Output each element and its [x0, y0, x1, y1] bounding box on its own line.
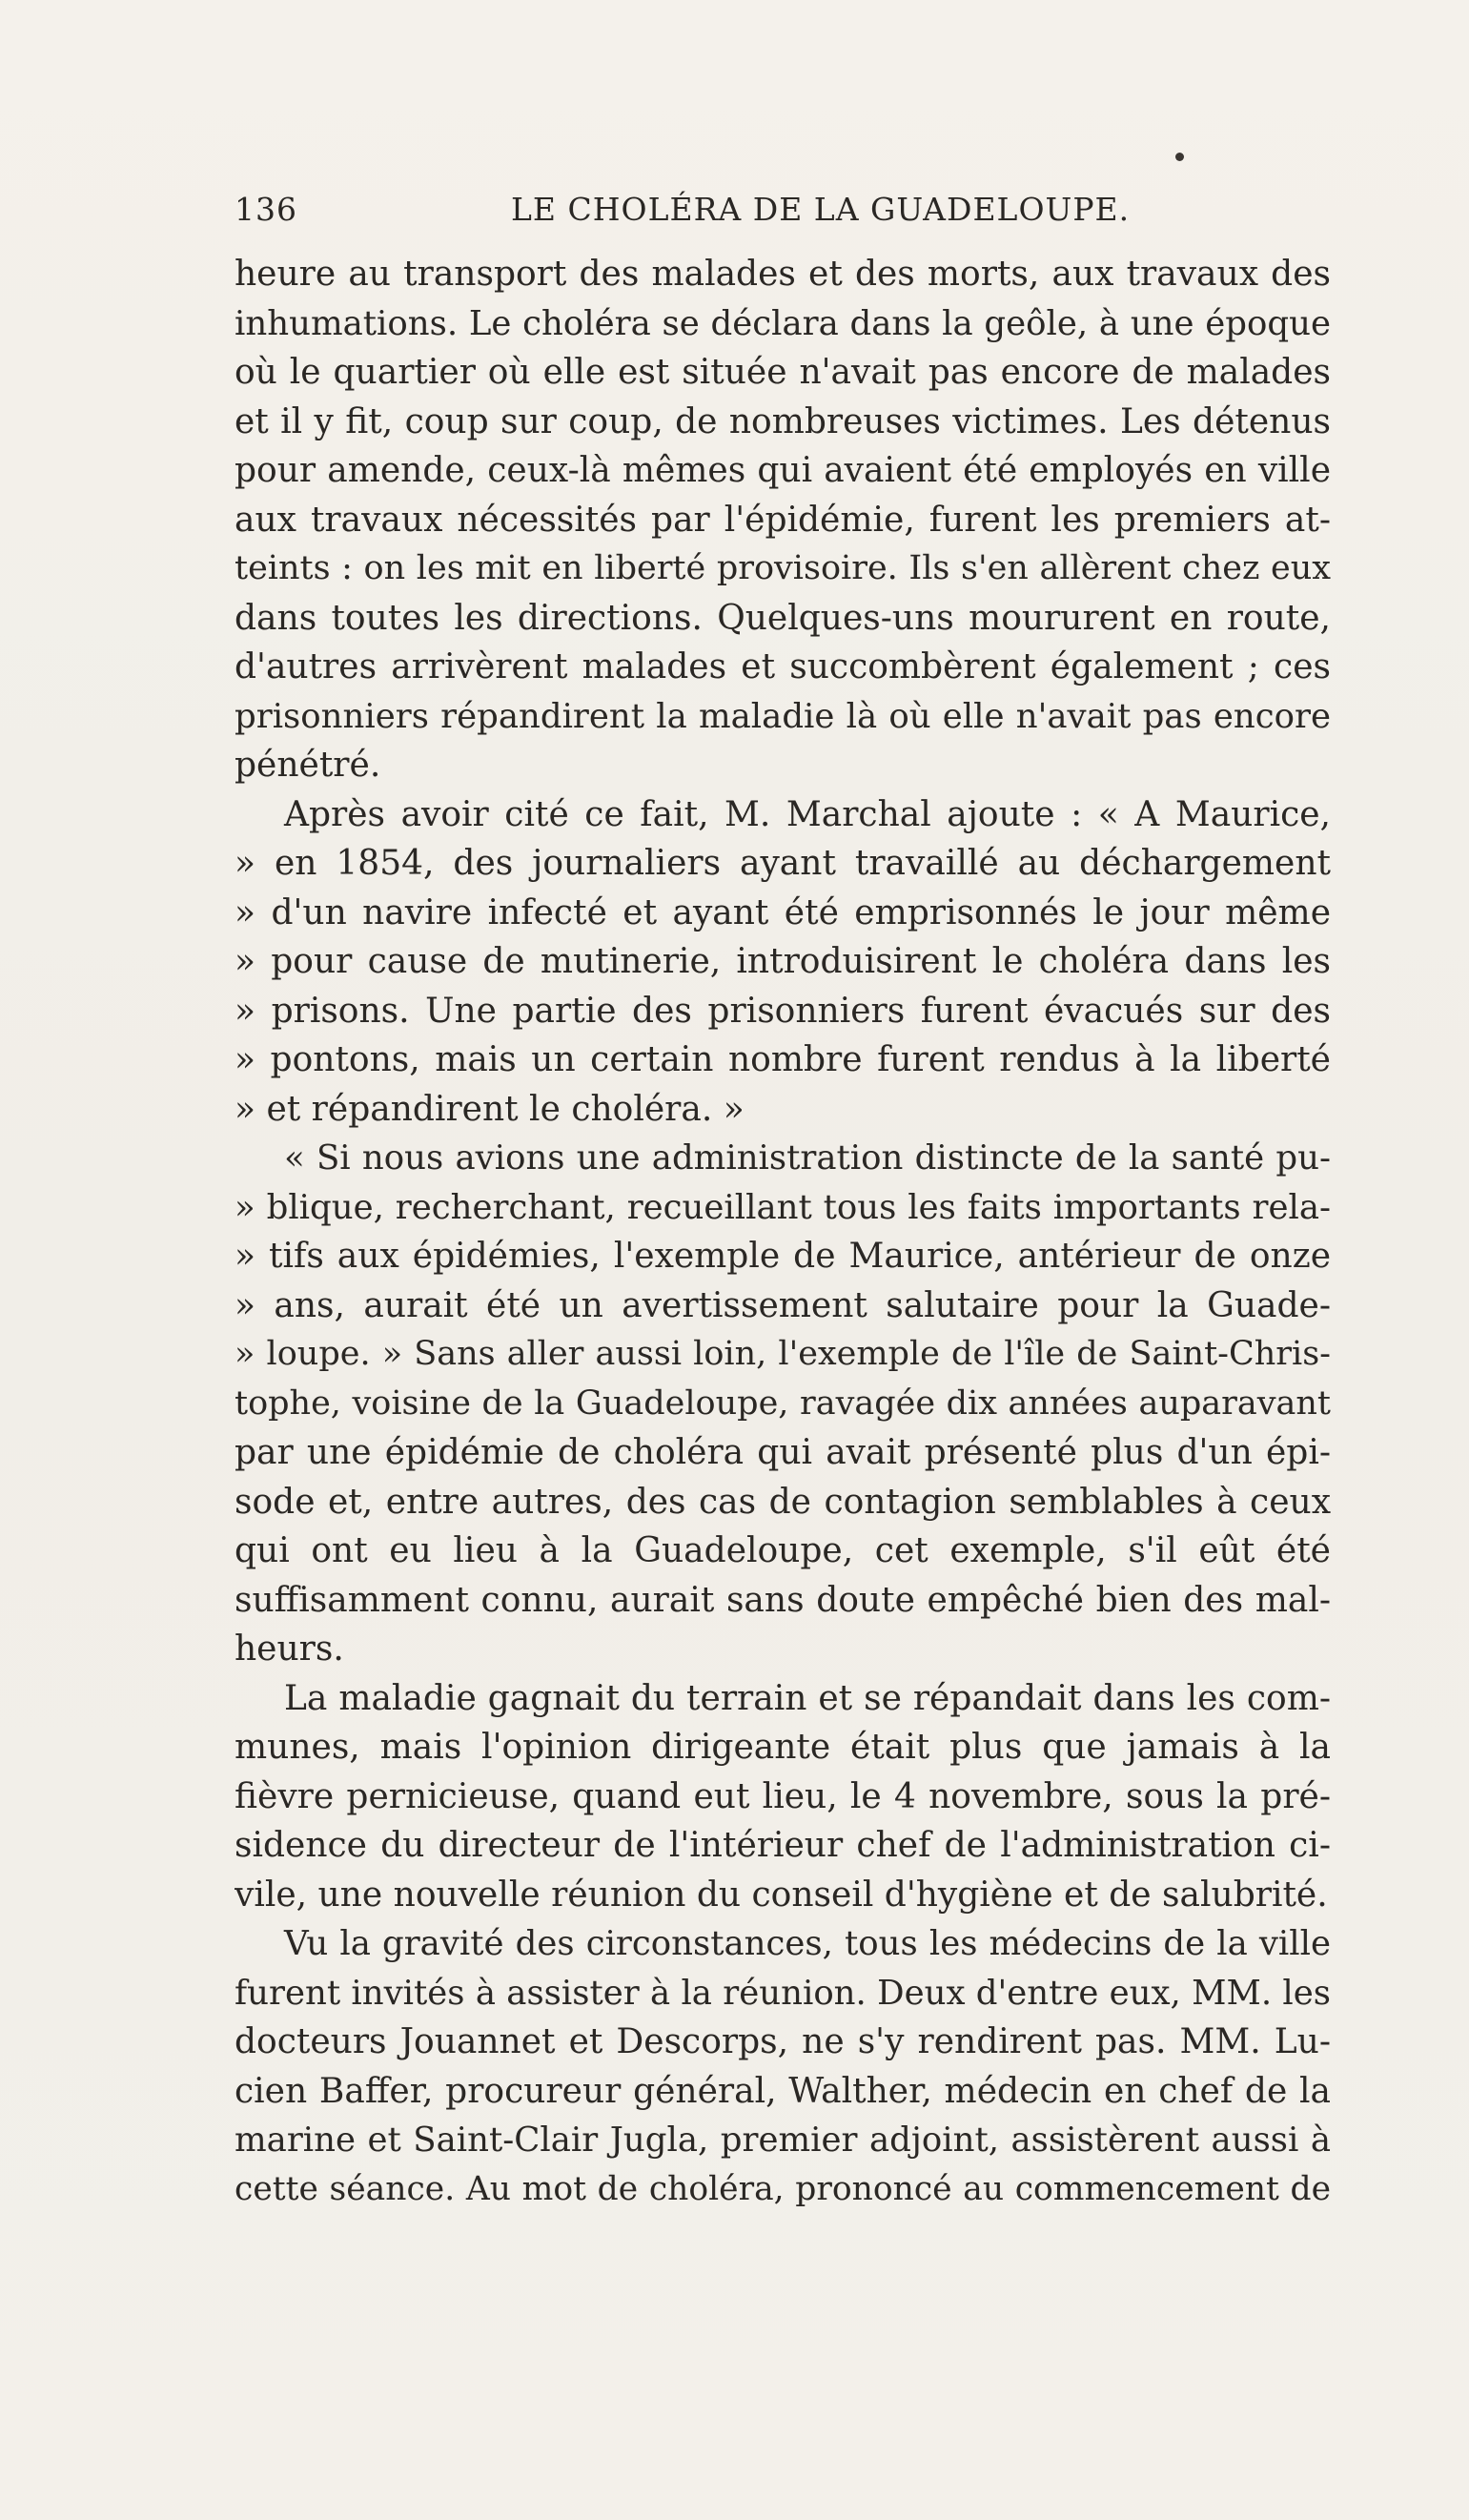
- text-line: cette séance. Au mot de choléra, prononcé au commencement de: [235, 2169, 1331, 2208]
- text-line: par une épidémie de choléra qui avait présenté plus d'un épi-: [235, 1433, 1331, 1472]
- text-line: qui ont eu lieu à la Guadeloupe, cet exemple, s'il eût été: [235, 1531, 1331, 1570]
- page-number: 136: [235, 191, 297, 228]
- text-line: » prisons. Une partie des prisonniers furent évacués sur des: [235, 991, 1331, 1031]
- text-line: » en 1854, des journaliers ayant travaillé au déchargement: [235, 844, 1331, 883]
- ink-fleck: [1175, 153, 1184, 161]
- text-line: » pontons, mais un certain nombre furent rendus à la liberté: [235, 1040, 1331, 1079]
- text-line: sode et, entre autres, des cas de contagion semblables à ceux: [235, 1482, 1331, 1522]
- text-line: cien Baffer, procureur général, Walther, médecin en chef de la: [235, 2071, 1331, 2111]
- text-line: » d'un navire infecté et ayant été emprisonnés le jour même: [235, 892, 1331, 932]
- text-line: heure au transport des malades et des morts, aux travaux des: [235, 255, 1331, 294]
- text-line: où le quartier où elle est située n'avait pas encore de malades: [235, 353, 1331, 392]
- text-line: munes, mais l'opinion dirigeante était plus que jamais à la: [235, 1728, 1331, 1767]
- text-line: docteurs Jouannet et Descorps, ne s'y rendirent pas. MM. Lu-: [235, 2022, 1331, 2061]
- text-line: pour amende, ceux-là mêmes qui avaient été employés en ville: [235, 451, 1331, 490]
- running-title: LE CHOLÉRA DE LA GUADELOUPE.: [511, 191, 1131, 228]
- text-line: » pour cause de mutinerie, introduisirent le choléra dans les: [235, 942, 1331, 981]
- text-line: tophe, voisine de la Guadeloupe, ravagée dix années auparavant: [235, 1383, 1331, 1423]
- text-line: aux travaux nécessités par l'épidémie, furent les premiers at-: [235, 500, 1331, 540]
- text-line: » ans, aurait été un avertissement salutaire pour la Guade-: [235, 1285, 1331, 1325]
- text-line: vile, une nouvelle réunion du conseil d'hygiène et de salubrité.: [235, 1875, 1328, 1915]
- text-line: « Si nous avions une administration distincte de la santé pu-: [284, 1138, 1331, 1178]
- text-line: pénétré.: [235, 746, 381, 785]
- text-line: dans toutes les directions. Quelques-uns moururent en route,: [235, 598, 1331, 638]
- text-line: » et répandirent le choléra. »: [235, 1089, 745, 1129]
- text-line: furent invités à assister à la réunion. Deux d'entre eux, MM. les: [235, 1973, 1331, 2013]
- text-line: inhumations. Le choléra se déclara dans la geôle, à une époque: [235, 303, 1331, 343]
- text-line: sidence du directeur de l'intérieur chef de l'administration ci-: [235, 1826, 1331, 1865]
- text-line: Après avoir cité ce fait, M. Marchal ajoute : « A Maurice,: [284, 794, 1331, 834]
- text-line: marine et Saint-Clair Jugla, premier adjoint, assistèrent aussi à: [235, 2120, 1331, 2160]
- text-line: » loupe. » Sans aller aussi loin, l'exemple de l'île de Saint-Chris-: [235, 1335, 1331, 1373]
- text-line: Vu la gravité des circonstances, tous les médecins de la ville: [284, 1924, 1331, 1963]
- text-line: » tifs aux épidémies, l'exemple de Maurice, antérieur de onze: [235, 1237, 1331, 1276]
- text-line: et il y fit, coup sur coup, de nombreuses victimes. Les détenus: [235, 401, 1331, 441]
- text-line: fièvre pernicieuse, quand eut lieu, le 4 novembre, sous la pré-: [235, 1776, 1331, 1816]
- text-line: prisonniers répandirent la maladie là où elle n'avait pas encore: [235, 696, 1331, 736]
- text-line: » blique, recherchant, recueillant tous les faits importants rela-: [235, 1187, 1331, 1227]
- body-text: [235, 250, 1331, 2214]
- page-header: [235, 191, 1336, 238]
- text-line: suffisamment connu, aurait sans doute empêché bien des mal-: [235, 1580, 1331, 1620]
- text-line: d'autres arrivèrent malades et succombèrent également ; ces: [235, 647, 1331, 686]
- text-line: teints : on les mit en liberté provisoire. Ils s'en allèrent chez eux: [235, 549, 1331, 587]
- text-line: La maladie gagnait du terrain et se répandait dans les com-: [284, 1678, 1331, 1718]
- text-line: heurs.: [235, 1629, 344, 1669]
